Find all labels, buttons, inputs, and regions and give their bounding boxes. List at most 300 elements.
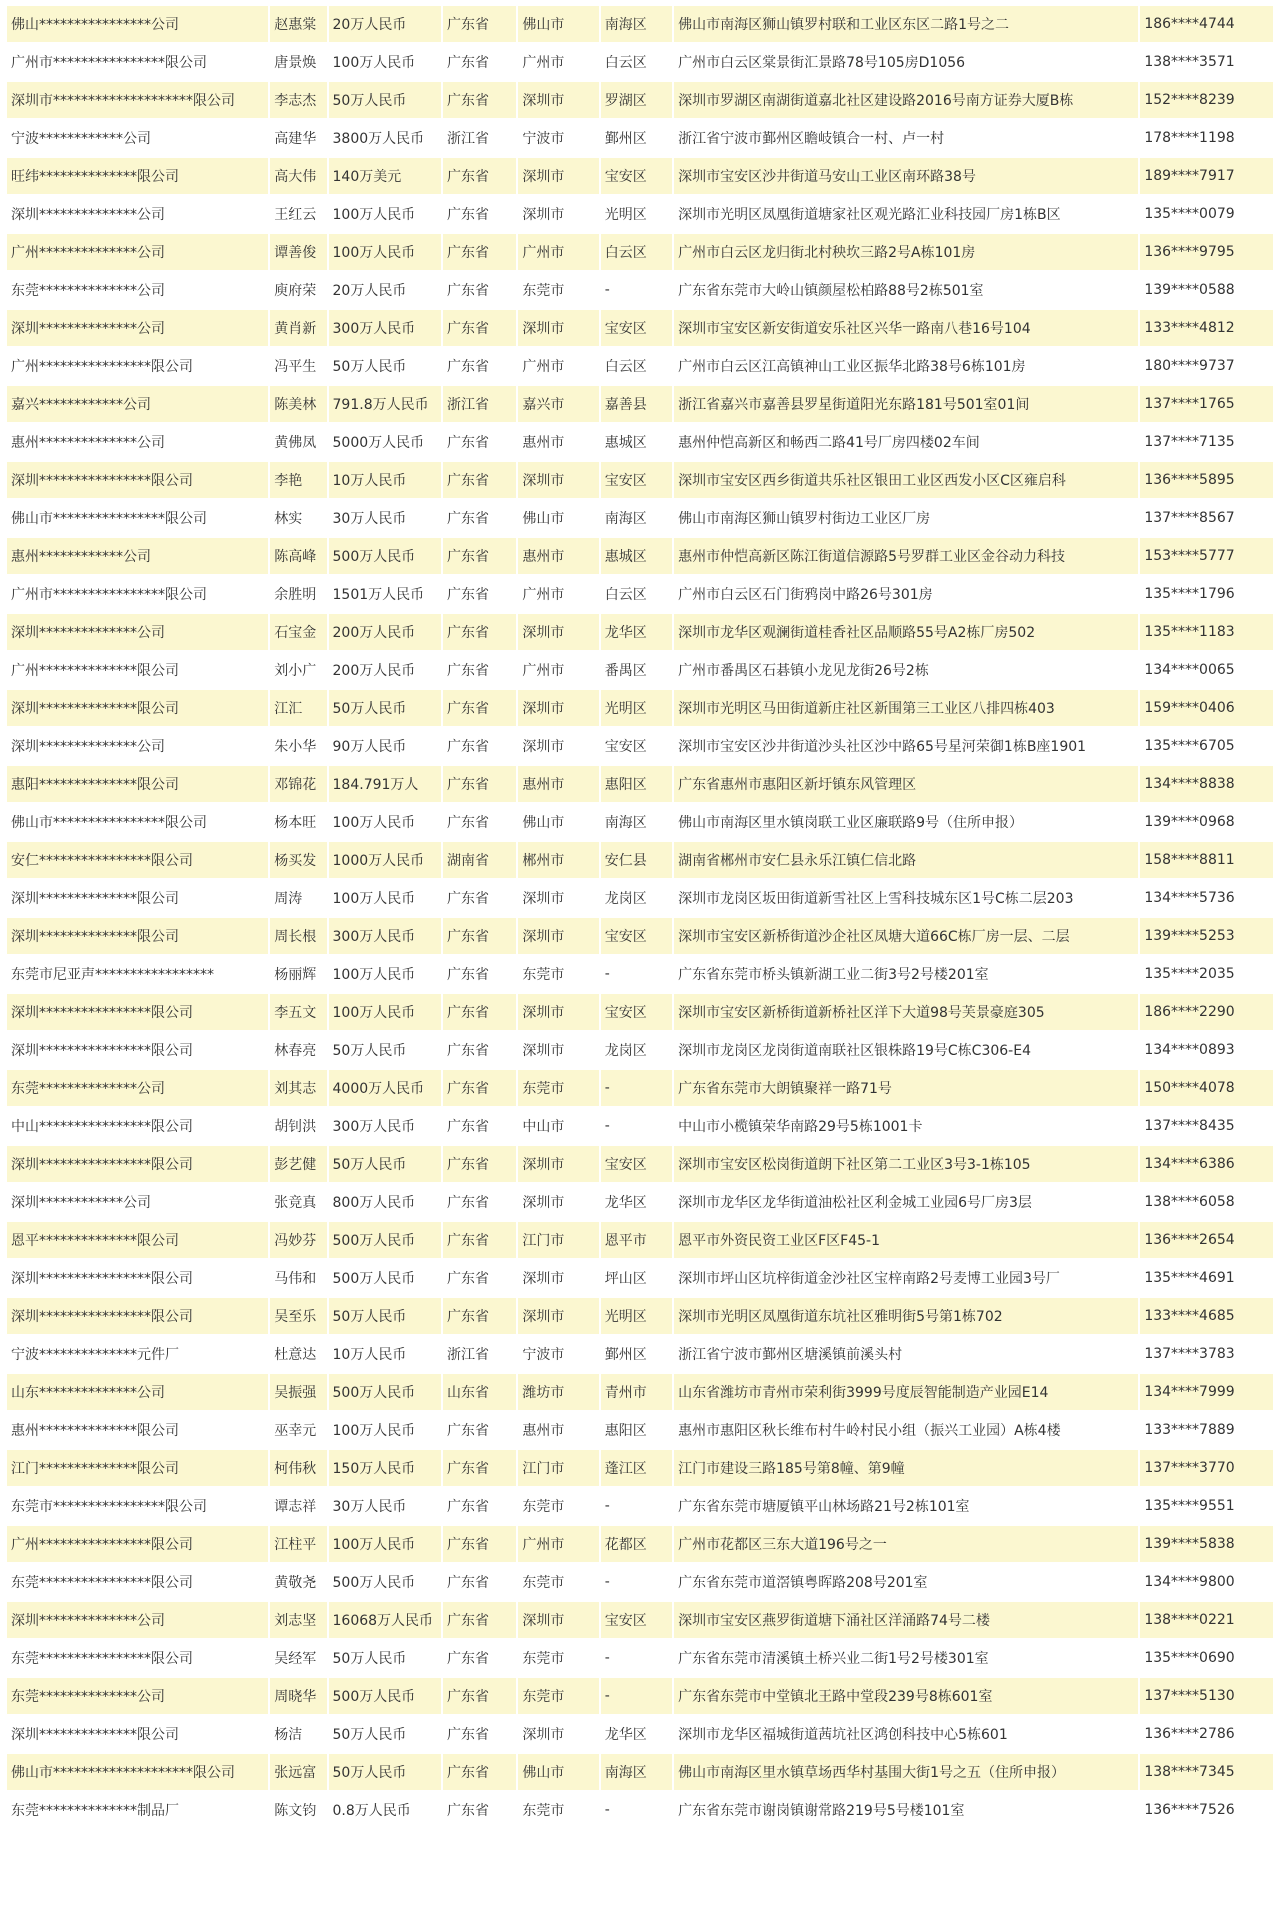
cell-company: 佛山市****************限公司 (7, 804, 268, 840)
cell-company: 东莞**************公司 (7, 1070, 268, 1106)
cell-capital: 500万人民币 (329, 1222, 442, 1258)
cell-capital: 50万人民币 (329, 1298, 442, 1334)
cell-address: 佛山市南海区狮山镇罗村联和工业区东区二路1号之二 (674, 6, 1138, 42)
table-row (7, 1792, 1273, 1828)
cell-phone: 137****7135 (1140, 424, 1273, 460)
cell-person: 黄肖新 (270, 310, 326, 346)
table-row (7, 652, 1273, 688)
cell-company: 广州****************限公司 (7, 1526, 268, 1562)
cell-phone: 138****7345 (1140, 1754, 1273, 1790)
cell-phone: 138****6058 (1140, 1184, 1273, 1220)
table-row (7, 196, 1273, 232)
cell-company: 深圳**************限公司 (7, 918, 268, 954)
cell-province: 广东省 (443, 1146, 516, 1182)
cell-district: 恩平市 (601, 1222, 672, 1258)
cell-phone: 138****0221 (1140, 1602, 1273, 1638)
cell-district: - (601, 1108, 672, 1144)
cell-person: 李五文 (270, 994, 326, 1030)
cell-capital: 1501万人民币 (329, 576, 442, 612)
cell-district: 宝安区 (601, 728, 672, 764)
cell-company: 旺纬**************限公司 (7, 158, 268, 194)
table-row (7, 1754, 1273, 1790)
cell-capital: 300万人民币 (329, 1108, 442, 1144)
cell-person: 杨洁 (270, 1716, 326, 1752)
cell-district: 宝安区 (601, 918, 672, 954)
cell-district: - (601, 956, 672, 992)
cell-phone: 134****0065 (1140, 652, 1273, 688)
cell-address: 广东省东莞市大岭山镇颜屋松柏路88号2栋501室 (674, 272, 1138, 308)
cell-company: 东莞****************限公司 (7, 1564, 268, 1600)
cell-district: 宝安区 (601, 310, 672, 346)
cell-district: 惠阳区 (601, 766, 672, 802)
cell-capital: 50万人民币 (329, 1146, 442, 1182)
cell-person: 吴经军 (270, 1640, 326, 1676)
cell-company: 广州**************限公司 (7, 652, 268, 688)
cell-district: 南海区 (601, 6, 672, 42)
cell-capital: 800万人民币 (329, 1184, 442, 1220)
table-row (7, 690, 1273, 726)
cell-address: 广州市白云区江高镇神山工业区振华北路38号6栋101房 (674, 348, 1138, 384)
cell-province: 广东省 (443, 994, 516, 1030)
cell-province: 广东省 (443, 1488, 516, 1524)
cell-company: 惠阳**************限公司 (7, 766, 268, 802)
cell-province: 广东省 (443, 538, 516, 574)
cell-district: 龙华区 (601, 614, 672, 650)
cell-phone: 158****8811 (1140, 842, 1273, 878)
cell-person: 刘小广 (270, 652, 326, 688)
cell-city: 中山市 (518, 1108, 598, 1144)
cell-person: 马伟和 (270, 1260, 326, 1296)
table-row (7, 728, 1273, 764)
cell-district: 光明区 (601, 690, 672, 726)
table-row (7, 234, 1273, 270)
cell-company: 广州市****************限公司 (7, 576, 268, 612)
cell-person: 周长根 (270, 918, 326, 954)
cell-phone: 137****3783 (1140, 1336, 1273, 1372)
cell-city: 深圳市 (518, 1298, 598, 1334)
cell-address: 深圳市龙岗区龙岗街道南联社区银株路19号C栋C306-E4 (674, 1032, 1138, 1068)
cell-person: 陈文钧 (270, 1792, 326, 1828)
cell-capital: 140万美元 (329, 158, 442, 194)
cell-province: 广东省 (443, 44, 516, 80)
cell-capital: 50万人民币 (329, 1032, 442, 1068)
cell-district: - (601, 1640, 672, 1676)
table-row (7, 1032, 1273, 1068)
cell-company: 深圳************公司 (7, 1184, 268, 1220)
cell-person: 陈美林 (270, 386, 326, 422)
cell-address: 深圳市罗湖区南湖街道嘉北社区建设路2016号南方证券大厦B栋 (674, 82, 1138, 118)
company-table (5, 4, 1275, 1830)
cell-address: 深圳市光明区马田街道新庄社区新围第三工业区八排四栋403 (674, 690, 1138, 726)
cell-company: 深圳**************限公司 (7, 880, 268, 916)
cell-address: 广东省东莞市清溪镇土桥兴业二街1号2号楼301室 (674, 1640, 1138, 1676)
table-row (7, 272, 1273, 308)
cell-person: 谭善俊 (270, 234, 326, 270)
cell-address: 浙江省宁波市鄞州区瞻岐镇合一村、卢一村 (674, 120, 1138, 156)
cell-province: 广东省 (443, 880, 516, 916)
cell-phone: 139****0968 (1140, 804, 1273, 840)
cell-capital: 200万人民币 (329, 652, 442, 688)
cell-person: 邓锦花 (270, 766, 326, 802)
cell-address: 浙江省嘉兴市嘉善县罗星街道阳光东路181号501室01间 (674, 386, 1138, 422)
cell-capital: 10万人民币 (329, 462, 442, 498)
cell-company: 广州**************公司 (7, 234, 268, 270)
cell-phone: 134****7999 (1140, 1374, 1273, 1410)
cell-province: 广东省 (443, 1108, 516, 1144)
cell-company: 深圳****************限公司 (7, 994, 268, 1030)
cell-city: 深圳市 (518, 728, 598, 764)
cell-capital: 30万人民币 (329, 500, 442, 536)
cell-district: 花都区 (601, 1526, 672, 1562)
cell-city: 广州市 (518, 652, 598, 688)
cell-capital: 50万人民币 (329, 1754, 442, 1790)
cell-company: 东莞****************限公司 (7, 1640, 268, 1676)
cell-province: 广东省 (443, 82, 516, 118)
cell-district: 惠城区 (601, 424, 672, 460)
table-row (7, 1526, 1273, 1562)
cell-person: 王红云 (270, 196, 326, 232)
table-row (7, 6, 1273, 42)
cell-capital: 50万人民币 (329, 690, 442, 726)
cell-company: 东莞市尼亚声***************** (7, 956, 268, 992)
cell-province: 广东省 (443, 1792, 516, 1828)
cell-district: 罗湖区 (601, 82, 672, 118)
cell-company: 江门**************限公司 (7, 1450, 268, 1486)
cell-province: 广东省 (443, 1678, 516, 1714)
cell-city: 江门市 (518, 1450, 598, 1486)
cell-capital: 300万人民币 (329, 918, 442, 954)
cell-district: 青州市 (601, 1374, 672, 1410)
cell-phone: 136****5895 (1140, 462, 1273, 498)
cell-province: 广东省 (443, 1184, 516, 1220)
cell-capital: 20万人民币 (329, 272, 442, 308)
cell-capital: 4000万人民币 (329, 1070, 442, 1106)
cell-address: 深圳市龙岗区坂田街道新雪社区上雪科技城东区1号C栋二层203 (674, 880, 1138, 916)
cell-province: 广东省 (443, 1716, 516, 1752)
cell-company: 安仁****************限公司 (7, 842, 268, 878)
cell-address: 山东省潍坊市青州市荣利街3999号度辰智能制造产业园E14 (674, 1374, 1138, 1410)
cell-city: 郴州市 (518, 842, 598, 878)
cell-address: 深圳市龙华区观澜街道桂香社区品顺路55号A2栋厂房502 (674, 614, 1138, 650)
cell-district: 宝安区 (601, 1146, 672, 1182)
cell-capital: 100万人民币 (329, 956, 442, 992)
cell-district: 鄞州区 (601, 1336, 672, 1372)
cell-district: 嘉善县 (601, 386, 672, 422)
table-row (7, 804, 1273, 840)
table-row (7, 1602, 1273, 1638)
cell-district: 光明区 (601, 1298, 672, 1334)
cell-city: 广州市 (518, 348, 598, 384)
cell-province: 广东省 (443, 1412, 516, 1448)
cell-province: 广东省 (443, 1032, 516, 1068)
cell-company: 惠州**************限公司 (7, 1412, 268, 1448)
cell-phone: 189****7917 (1140, 158, 1273, 194)
cell-province: 广东省 (443, 1564, 516, 1600)
cell-province: 广东省 (443, 6, 516, 42)
cell-person: 朱小华 (270, 728, 326, 764)
cell-city: 深圳市 (518, 1184, 598, 1220)
cell-phone: 134****8838 (1140, 766, 1273, 802)
cell-address: 深圳市宝安区西乡街道共乐社区银田工业区西发小区C区雍启科 (674, 462, 1138, 498)
cell-province: 广东省 (443, 310, 516, 346)
cell-district: 南海区 (601, 1754, 672, 1790)
cell-city: 深圳市 (518, 880, 598, 916)
table-row (7, 1108, 1273, 1144)
cell-company: 嘉兴************公司 (7, 386, 268, 422)
table-row (7, 1184, 1273, 1220)
cell-phone: 180****9737 (1140, 348, 1273, 384)
cell-company: 深圳****************限公司 (7, 1146, 268, 1182)
cell-capital: 150万人民币 (329, 1450, 442, 1486)
cell-phone: 137****5130 (1140, 1678, 1273, 1714)
cell-district: 宝安区 (601, 994, 672, 1030)
table-row (7, 158, 1273, 194)
table-row (7, 44, 1273, 80)
cell-province: 广东省 (443, 1640, 516, 1676)
cell-capital: 20万人民币 (329, 6, 442, 42)
cell-city: 深圳市 (518, 918, 598, 954)
cell-city: 广州市 (518, 576, 598, 612)
cell-company: 惠州**************公司 (7, 424, 268, 460)
cell-phone: 159****0406 (1140, 690, 1273, 726)
cell-district: - (601, 1564, 672, 1600)
cell-phone: 152****8239 (1140, 82, 1273, 118)
cell-district: 白云区 (601, 44, 672, 80)
cell-province: 广东省 (443, 462, 516, 498)
cell-phone: 135****1183 (1140, 614, 1273, 650)
cell-district: 龙华区 (601, 1716, 672, 1752)
cell-company: 深圳****************限公司 (7, 462, 268, 498)
cell-capital: 90万人民币 (329, 728, 442, 764)
table-row (7, 1640, 1273, 1676)
table-row (7, 348, 1273, 384)
cell-company: 恩平**************限公司 (7, 1222, 268, 1258)
cell-province: 广东省 (443, 690, 516, 726)
table-row (7, 1298, 1273, 1334)
cell-person: 周晓华 (270, 1678, 326, 1714)
table-row (7, 1678, 1273, 1714)
cell-district: - (601, 1488, 672, 1524)
table-row (7, 1374, 1273, 1410)
cell-province: 广东省 (443, 348, 516, 384)
cell-person: 李艳 (270, 462, 326, 498)
cell-person: 黄敬尧 (270, 1564, 326, 1600)
cell-phone: 135****1796 (1140, 576, 1273, 612)
cell-company: 惠州************公司 (7, 538, 268, 574)
cell-district: 白云区 (601, 576, 672, 612)
table-row (7, 1488, 1273, 1524)
cell-address: 广州市白云区石门街鸦岗中路26号301房 (674, 576, 1138, 612)
cell-phone: 134****9800 (1140, 1564, 1273, 1600)
cell-province: 广东省 (443, 652, 516, 688)
cell-capital: 100万人民币 (329, 196, 442, 232)
cell-address: 佛山市南海区狮山镇罗村街边工业区厂房 (674, 500, 1138, 536)
cell-city: 惠州市 (518, 424, 598, 460)
cell-city: 东莞市 (518, 1488, 598, 1524)
cell-address: 广东省惠州市惠阳区新圩镇东风管理区 (674, 766, 1138, 802)
cell-phone: 136****9795 (1140, 234, 1273, 270)
cell-province: 广东省 (443, 728, 516, 764)
cell-phone: 133****4685 (1140, 1298, 1273, 1334)
cell-address: 惠州市仲恺高新区陈江街道信源路5号罗群工业区金谷动力科技 (674, 538, 1138, 574)
cell-company: 深圳**************限公司 (7, 1716, 268, 1752)
cell-company: 佛山****************公司 (7, 6, 268, 42)
table-row (7, 500, 1273, 536)
cell-province: 广东省 (443, 234, 516, 270)
cell-phone: 135****0690 (1140, 1640, 1273, 1676)
cell-company: 广州市****************限公司 (7, 44, 268, 80)
cell-company: 东莞市****************限公司 (7, 1488, 268, 1524)
cell-city: 东莞市 (518, 1564, 598, 1600)
cell-address: 深圳市宝安区新安街道安乐社区兴华一路南八巷16号104 (674, 310, 1138, 346)
cell-province: 广东省 (443, 1260, 516, 1296)
cell-capital: 100万人民币 (329, 994, 442, 1030)
cell-person: 巫幸元 (270, 1412, 326, 1448)
table-row (7, 1716, 1273, 1752)
cell-city: 广州市 (518, 44, 598, 80)
cell-phone: 137****8435 (1140, 1108, 1273, 1144)
cell-address: 广东省东莞市桥头镇新湖工业二街3号2号楼201室 (674, 956, 1138, 992)
cell-province: 浙江省 (443, 120, 516, 156)
table-row (7, 918, 1273, 954)
cell-city: 惠州市 (518, 538, 598, 574)
cell-phone: 138****3571 (1140, 44, 1273, 80)
cell-person: 冯妙芬 (270, 1222, 326, 1258)
cell-person: 吴至乐 (270, 1298, 326, 1334)
cell-address: 佛山市南海区里水镇岗联工业区廉联路9号（住所申报） (674, 804, 1138, 840)
cell-person: 彭艺健 (270, 1146, 326, 1182)
cell-address: 深圳市坪山区坑梓街道金沙社区宝梓南路2号麦博工业园3号厂 (674, 1260, 1138, 1296)
table-row (7, 1564, 1273, 1600)
cell-address: 中山市小榄镇荣华南路29号5栋1001卡 (674, 1108, 1138, 1144)
cell-address: 深圳市宝安区沙井街道沙头社区沙中路65号星河荣御1栋B座1901 (674, 728, 1138, 764)
cell-company: 宁波************公司 (7, 120, 268, 156)
cell-district: 坪山区 (601, 1260, 672, 1296)
cell-address: 深圳市龙华区龙华街道油松社区利金城工业园6号厂房3层 (674, 1184, 1138, 1220)
cell-province: 广东省 (443, 158, 516, 194)
cell-company: 佛山市****************限公司 (7, 500, 268, 536)
cell-district: 龙华区 (601, 1184, 672, 1220)
cell-province: 广东省 (443, 1070, 516, 1106)
table-body (7, 6, 1273, 1828)
cell-district: 蓬江区 (601, 1450, 672, 1486)
cell-district: - (601, 1070, 672, 1106)
cell-phone: 136****7526 (1140, 1792, 1273, 1828)
cell-city: 东莞市 (518, 956, 598, 992)
cell-city: 佛山市 (518, 6, 598, 42)
cell-city: 深圳市 (518, 82, 598, 118)
cell-phone: 178****1198 (1140, 120, 1273, 156)
cell-city: 东莞市 (518, 1070, 598, 1106)
cell-company: 山东**************公司 (7, 1374, 268, 1410)
cell-capital: 500万人民币 (329, 1374, 442, 1410)
cell-person: 江柱平 (270, 1526, 326, 1562)
cell-phone: 136****2654 (1140, 1222, 1273, 1258)
cell-district: 南海区 (601, 500, 672, 536)
cell-city: 广州市 (518, 234, 598, 270)
cell-person: 刘其志 (270, 1070, 326, 1106)
cell-city: 深圳市 (518, 994, 598, 1030)
cell-company: 东莞**************公司 (7, 272, 268, 308)
cell-capital: 0.8万人民币 (329, 1792, 442, 1828)
cell-phone: 135****4691 (1140, 1260, 1273, 1296)
cell-phone: 134****5736 (1140, 880, 1273, 916)
cell-district: - (601, 272, 672, 308)
cell-city: 东莞市 (518, 1640, 598, 1676)
cell-city: 潍坊市 (518, 1374, 598, 1410)
cell-capital: 30万人民币 (329, 1488, 442, 1524)
cell-person: 冯平生 (270, 348, 326, 384)
cell-district: 惠城区 (601, 538, 672, 574)
cell-city: 深圳市 (518, 1716, 598, 1752)
cell-person: 江汇 (270, 690, 326, 726)
table-row (7, 1336, 1273, 1372)
cell-province: 广东省 (443, 424, 516, 460)
cell-person: 杨丽辉 (270, 956, 326, 992)
cell-person: 刘志坚 (270, 1602, 326, 1638)
cell-company: 深圳**************公司 (7, 196, 268, 232)
cell-company: 佛山市********************限公司 (7, 1754, 268, 1790)
table-row (7, 1146, 1273, 1182)
cell-phone: 137****8567 (1140, 500, 1273, 536)
cell-city: 惠州市 (518, 766, 598, 802)
cell-person: 唐景焕 (270, 44, 326, 80)
cell-address: 广州市白云区棠景街汇景路78号105房D1056 (674, 44, 1138, 80)
table-row (7, 576, 1273, 612)
cell-city: 深圳市 (518, 196, 598, 232)
cell-address: 深圳市宝安区新桥街道沙企社区凤塘大道66C栋厂房一层、二层 (674, 918, 1138, 954)
cell-capital: 50万人民币 (329, 348, 442, 384)
cell-city: 深圳市 (518, 1260, 598, 1296)
cell-province: 广东省 (443, 956, 516, 992)
cell-capital: 184.791万人 (329, 766, 442, 802)
cell-district: 白云区 (601, 234, 672, 270)
cell-company: 深圳**************公司 (7, 1602, 268, 1638)
cell-city: 广州市 (518, 1526, 598, 1562)
cell-phone: 133****4812 (1140, 310, 1273, 346)
cell-company: 深圳市********************限公司 (7, 82, 268, 118)
cell-capital: 100万人民币 (329, 880, 442, 916)
cell-capital: 100万人民币 (329, 234, 442, 270)
cell-district: - (601, 1678, 672, 1714)
cell-phone: 134****6386 (1140, 1146, 1273, 1182)
cell-capital: 1000万人民币 (329, 842, 442, 878)
cell-district: 宝安区 (601, 1602, 672, 1638)
cell-address: 深圳市光明区凤凰街道塘家社区观光路汇业科技园厂房1栋B区 (674, 196, 1138, 232)
table-row (7, 766, 1273, 802)
cell-address: 深圳市宝安区燕罗街道塘下涌社区洋涌路74号二楼 (674, 1602, 1138, 1638)
cell-capital: 5000万人民币 (329, 424, 442, 460)
cell-address: 惠州仲恺高新区和畅西二路41号厂房四楼02车间 (674, 424, 1138, 460)
cell-address: 浙江省宁波市鄞州区塘溪镇前溪头村 (674, 1336, 1138, 1372)
table-row (7, 994, 1273, 1030)
cell-phone: 139****0588 (1140, 272, 1273, 308)
cell-capital: 300万人民币 (329, 310, 442, 346)
cell-district: 龙岗区 (601, 1032, 672, 1068)
cell-city: 宁波市 (518, 1336, 598, 1372)
cell-district: 龙岗区 (601, 880, 672, 916)
cell-city: 佛山市 (518, 1754, 598, 1790)
cell-district: - (601, 1792, 672, 1828)
cell-person: 杜意达 (270, 1336, 326, 1372)
cell-phone: 139****5253 (1140, 918, 1273, 954)
table-row (7, 1450, 1273, 1486)
company-table-sheet (5, 4, 1275, 1830)
cell-province: 山东省 (443, 1374, 516, 1410)
cell-address: 深圳市龙华区福城街道茜坑社区鸿创科技中心5栋601 (674, 1716, 1138, 1752)
cell-company: 东莞**************制品厂 (7, 1792, 268, 1828)
cell-person: 李志杰 (270, 82, 326, 118)
